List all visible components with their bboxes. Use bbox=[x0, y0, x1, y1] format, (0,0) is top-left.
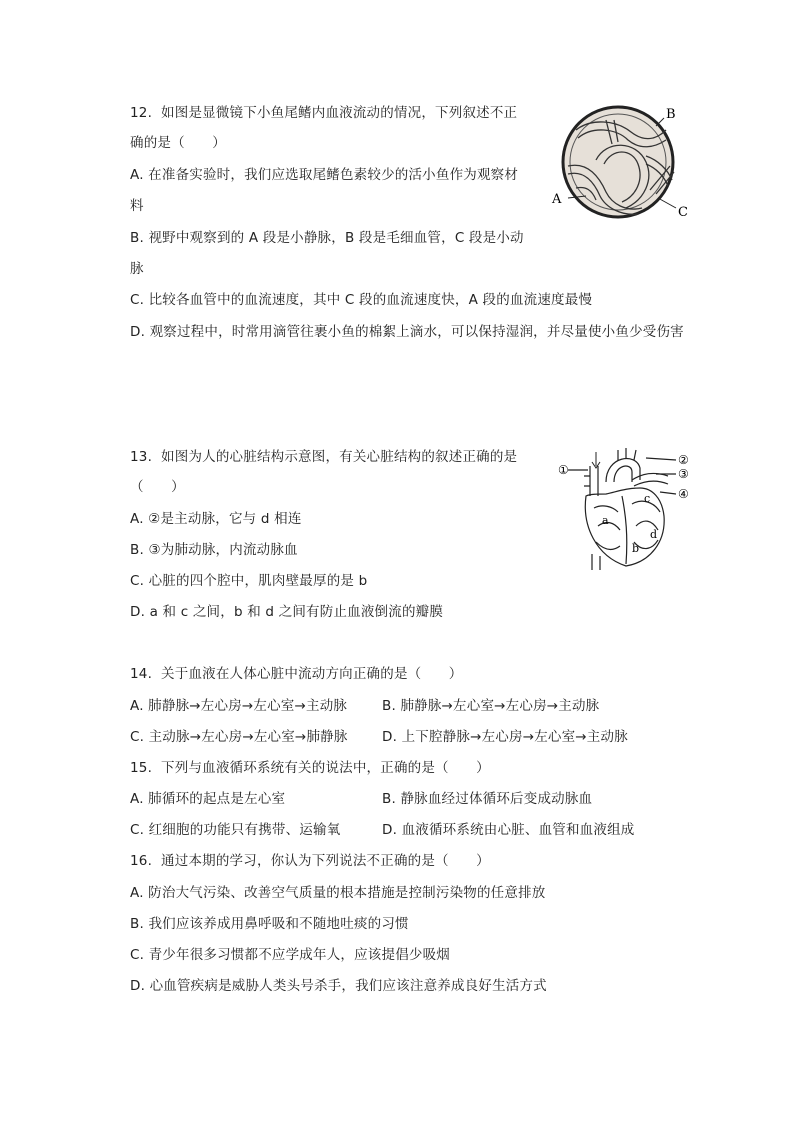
q14-option-b: B. 肺静脉→左心室→左心房→主动脉 bbox=[382, 698, 600, 714]
q14-option-c: C. 主动脉→左心房→左心室→肺静脉 bbox=[130, 729, 348, 745]
q12-stem-line2: 确的是（ ） bbox=[130, 135, 226, 151]
q16-option-c: C. 青少年很多习惯都不应学成年人，应该提倡少吸烟 bbox=[130, 947, 451, 963]
q13-option-d: D. a 和 c 之间，b 和 d 之间有防止血液倒流的瓣膜 bbox=[130, 604, 444, 620]
q12-option-c: C. 比较各血管中的血流速度，其中 C 段的血流速度快，A 段的血流速度最慢 bbox=[130, 292, 593, 308]
heart-label-4: ④ bbox=[678, 487, 689, 501]
fish-figure-label-a: A bbox=[552, 192, 562, 207]
heart-chamber-d: d bbox=[650, 528, 658, 541]
q15-option-a: A. 肺循环的起点是左心室 bbox=[130, 791, 286, 807]
q14-option-d: D. 上下腔静脉→左心房→左心室→主动脉 bbox=[382, 729, 628, 745]
q13-stem-line1: 13. 如图为人的心脏结构示意图，有关心脏结构的叙述正确的是 bbox=[130, 449, 518, 465]
q16-stem: 16. 通过本期的学习，你认为下列说法不正确的是（ ） bbox=[130, 853, 490, 869]
q14-option-a: A. 肺静脉→左心房→左心室→主动脉 bbox=[130, 698, 348, 714]
fish-tail-microscope-figure bbox=[546, 100, 696, 222]
heart-chamber-c: c bbox=[644, 492, 651, 505]
q12-option-a-line1: A. 在准备实验时，我们应选取尾鳍色素较少的活小鱼作为观察材 bbox=[130, 167, 519, 183]
q15-stem: 15. 下列与血液循环系统有关的说法中，正确的是（ ） bbox=[130, 760, 490, 776]
q15-option-c: C. 红细胞的功能只有携带、运输氧 bbox=[130, 822, 341, 838]
heart-label-3: ③ bbox=[678, 467, 689, 481]
q13-stem-line2: （ ） bbox=[130, 479, 185, 495]
q12-option-a-line2: 料 bbox=[130, 198, 144, 214]
fish-figure-label-c: C bbox=[678, 205, 688, 220]
heart-chamber-a: a bbox=[602, 514, 609, 527]
heart-structure-figure bbox=[556, 446, 696, 572]
q13-option-b: B. ③为肺动脉，内流动脉血 bbox=[130, 542, 298, 558]
q12-option-b-line1: B. 视野中观察到的 A 段是小静脉，B 段是毛细血管，C 段是小动 bbox=[130, 230, 524, 246]
q13-option-c: C. 心脏的四个腔中，肌肉壁最厚的是 b bbox=[130, 573, 368, 589]
q16-option-d: D. 心血管疾病是威胁人类头号杀手，我们应该注意养成良好生活方式 bbox=[130, 978, 547, 994]
q16-option-a: A. 防治大气污染、改善空气质量的根本措施是控制污染物的任意排放 bbox=[130, 885, 546, 901]
q12-option-d: D. 观察过程中，时常用滴管往裹小鱼的棉絮上滴水，可以保持湿润，并尽量使小鱼少受伤害 bbox=[130, 324, 684, 340]
q13-option-a: A. ②是主动脉，它与 d 相连 bbox=[130, 511, 302, 527]
q12-option-b-line2: 脉 bbox=[130, 261, 144, 277]
heart-chamber-b: b bbox=[632, 542, 640, 555]
q12-stem-line1: 12. 如图是显微镜下小鱼尾鳍内血液流动的情况，下列叙述不正 bbox=[130, 105, 518, 121]
q16-option-b: B. 我们应该养成用鼻呼吸和不随地吐痰的习惯 bbox=[130, 916, 409, 932]
heart-label-2: ② bbox=[678, 453, 689, 467]
q15-option-b: B. 静脉血经过体循环后变成动脉血 bbox=[382, 791, 593, 807]
q15-option-d: D. 血液循环系统由心脏、血管和血液组成 bbox=[382, 822, 635, 838]
fish-figure-label-b: B bbox=[666, 107, 676, 122]
q14-stem: 14. 关于血液在人体心脏中流动方向正确的是（ ） bbox=[130, 666, 463, 682]
heart-label-1: ① bbox=[558, 463, 569, 477]
